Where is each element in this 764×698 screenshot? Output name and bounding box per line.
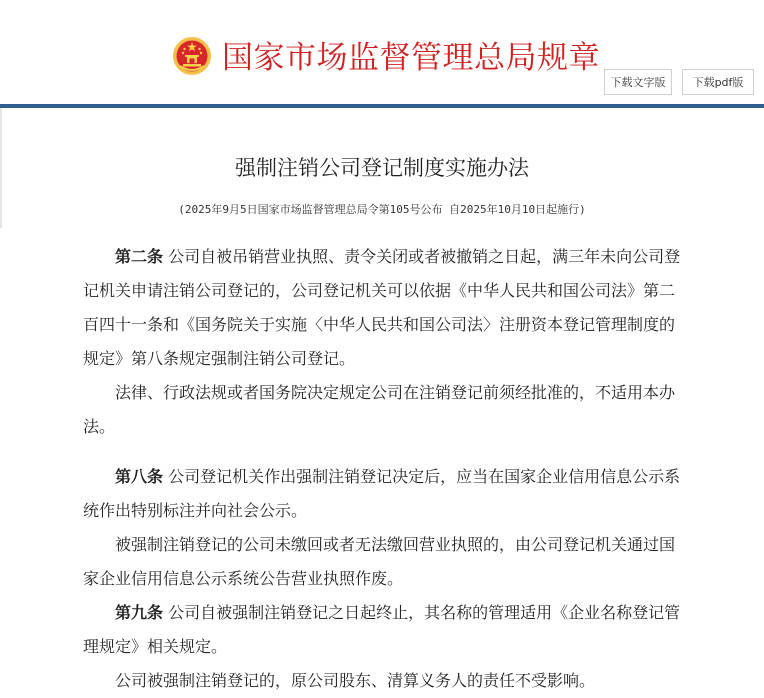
paragraph-text: 被强制注销登记的公司未缴回或者无法缴回营业执照的，由公司登记机关通过国家企业信用信息公示系统公告营业执照作废。 [83,535,676,588]
header-divider [0,104,764,108]
paragraph-text: 法律、行政法规或者国务院决定规定公司在注销登记前须经批准的，不适用本办法。 [83,383,676,436]
download-word-button[interactable]: 下载文字版 [604,69,672,95]
paragraph-text: 公司被强制注销登记的，原公司股东、清算义务人的责任不受影响。 [115,671,596,690]
paragraph [83,240,683,376]
article-number: 第二条 [115,247,164,266]
article-number: 第九条 [115,603,164,622]
paragraph [83,664,683,698]
document-title: 强制注销公司登记制度实施办法 [235,156,529,180]
paragraph-text: 公司登记机关作出强制注销登记决定后，应当在国家企业信用信息公示系统作出特别标注并向社会公示。 [83,467,681,520]
document-body [83,240,683,698]
paragraph-text: 公司自被吊销营业执照、责令关闭或者被撤销之日起，满三年未向公司登记机关申请注销公司登记的，公司登记机关可以依据《中华人民共和国公司法》第二百四十一条和《国务院关于实施〈中华人民共和国公司法〉注册资本登记管理制度的规定》第八条规定强制注销公司登记。 [83,247,681,368]
paragraph-text: 公司自被强制注销登记之日起终止，其名称的管理适用《企业名称登记管理规定》相关规定。 [83,603,681,656]
paragraph [83,528,683,596]
national-emblem-icon [172,36,212,76]
site-title: 国家市场监督管理总局规章 [222,40,600,76]
paragraph [83,596,683,664]
paragraph [83,460,683,528]
paragraph-gap [83,444,683,460]
site-header [0,0,764,105]
download-pdf-button[interactable]: 下载pdf版 [682,69,754,95]
document-subtitle: (2025年9月5日国家市场监督管理总局令第105号公布 自2025年10月10日起施行) [178,203,586,216]
article-number: 第八条 [115,467,164,486]
paragraph [83,376,683,444]
